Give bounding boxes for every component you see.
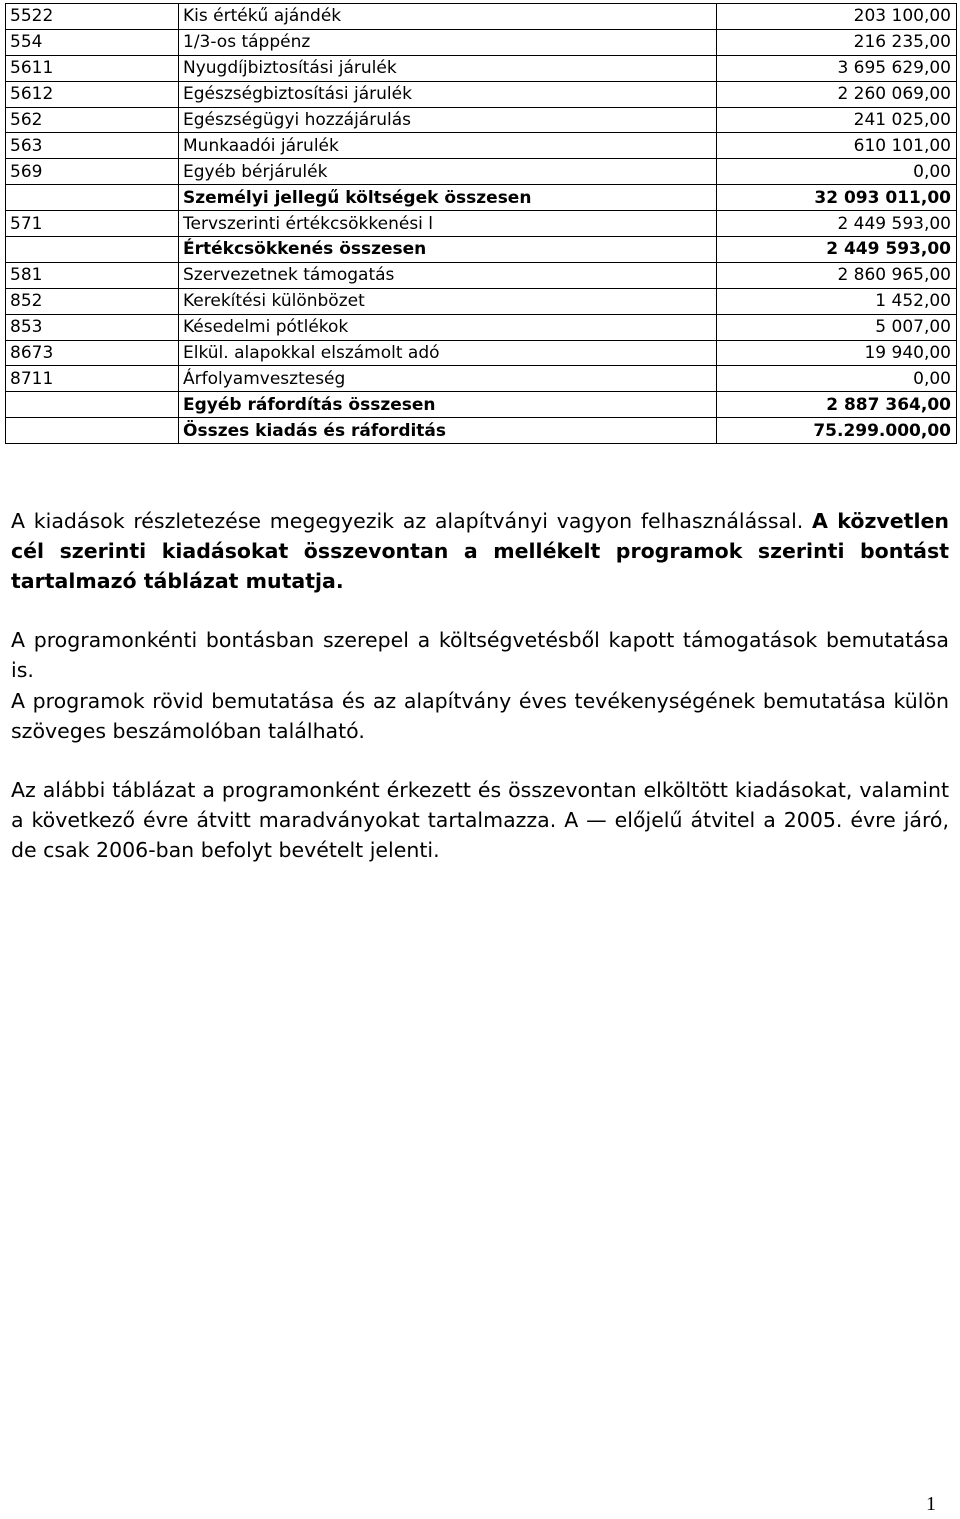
amount-cell: 2 860 965,00 — [717, 262, 957, 288]
paragraph-expense-details — [11, 506, 949, 596]
account-code-cell: 5522 — [6, 4, 179, 30]
amount-cell: 2 449 593,00 — [717, 237, 957, 263]
amount-cell: 19 940,00 — [717, 340, 957, 366]
table-row — [6, 29, 957, 55]
table-row — [6, 262, 957, 288]
table-row — [6, 340, 957, 366]
account-code-cell: 569 — [6, 159, 179, 185]
paragraph-expense-details-text: A kiadások részletezése megegyezik az alapítványi vagyon felhasználással. — [11, 509, 813, 533]
table-row — [6, 159, 957, 185]
account-code-cell: 563 — [6, 133, 179, 159]
account-name-cell: Tervszerinti értékcsökkenési l — [179, 211, 717, 237]
account-code-cell: 852 — [6, 288, 179, 314]
table-row — [6, 81, 957, 107]
amount-cell: 3 695 629,00 — [717, 55, 957, 81]
expense-table-body — [6, 4, 957, 444]
account-name-cell: Egyéb bérjárulék — [179, 159, 717, 185]
table-row — [6, 418, 957, 444]
account-code-cell: 8673 — [6, 340, 179, 366]
table-row — [6, 392, 957, 418]
amount-cell: 0,00 — [717, 159, 957, 185]
account-code-cell — [6, 392, 179, 418]
table-row — [6, 237, 957, 263]
account-name-cell: Késedelmi pótlékok — [179, 314, 717, 340]
paragraph-program-breakdown: A programonkénti bontásban szerepel a költségvetésből kapott támogatások bemutatása is. — [11, 628, 949, 682]
account-code-cell: 571 — [6, 211, 179, 237]
account-code-cell: 581 — [6, 262, 179, 288]
amount-cell: 0,00 — [717, 366, 957, 392]
table-row — [6, 288, 957, 314]
amount-cell: 203 100,00 — [717, 4, 957, 30]
account-code-cell: 853 — [6, 314, 179, 340]
account-name-cell: Személyi jellegű költségek összesen — [179, 185, 717, 211]
table-row — [6, 366, 957, 392]
amount-cell: 32 093 011,00 — [717, 185, 957, 211]
amount-cell: 75.299.000,00 — [717, 418, 957, 444]
account-name-cell: Szervezetnek támogatás — [179, 262, 717, 288]
account-code-cell — [6, 237, 179, 263]
paragraph-expense-details-bold: A közvetlen cél szerinti kiadásokat összevontan a mellékelt programok szerinti bontást tartalmazó táblázat mutatja. — [11, 509, 949, 593]
table-row — [6, 133, 957, 159]
amount-cell: 216 235,00 — [717, 29, 957, 55]
account-code-cell: 5611 — [6, 55, 179, 81]
amount-cell: 2 449 593,00 — [717, 211, 957, 237]
paragraph-table-intro: Az alábbi táblázat a programonként érkezett és összevontan elköltött kiadásokat, valamint a következő évre átvitt maradványokat tartalmazza. A — előjelű átvitel a 2005. évre járó, de csak 2006-ban befolyt bevételt jelenti. — [11, 778, 949, 862]
account-name-cell: Elkül. alapokkal elszámolt adó — [179, 340, 717, 366]
account-name-cell: Kis értékű ajándék — [179, 4, 717, 30]
amount-cell: 2 887 364,00 — [717, 392, 957, 418]
account-name-cell: 1/3-os táppénz — [179, 29, 717, 55]
table-row — [6, 107, 957, 133]
account-code-cell: 5612 — [6, 81, 179, 107]
account-code-cell — [6, 185, 179, 211]
account-name-cell: Munkaadói járulék — [179, 133, 717, 159]
account-code-cell: 554 — [6, 29, 179, 55]
account-name-cell: Nyugdíjbiztosítási járulék — [179, 55, 717, 81]
amount-cell: 1 452,00 — [717, 288, 957, 314]
amount-cell: 241 025,00 — [717, 107, 957, 133]
page-number: 1 — [926, 1493, 936, 1515]
amount-cell: 2 260 069,00 — [717, 81, 957, 107]
paragraph-program-summary: A programok rövid bemutatása és az alapítvány éves tevékenységének bemutatása külön szöveges beszámolóban található. — [11, 689, 949, 743]
account-code-cell: 562 — [6, 107, 179, 133]
account-name-cell: Összes kiadás és ráforditás — [179, 418, 717, 444]
account-name-cell: Egyéb ráfordítás összesen — [179, 392, 717, 418]
table-row — [6, 4, 957, 30]
expense-table — [5, 3, 957, 444]
table-row — [6, 211, 957, 237]
account-name-cell: Egészségbiztosítási járulék — [179, 81, 717, 107]
table-row — [6, 314, 957, 340]
account-code-cell — [6, 418, 179, 444]
table-row — [6, 55, 957, 81]
account-name-cell: Értékcsökkenés összesen — [179, 237, 717, 263]
account-name-cell: Kerekítési különbözet — [179, 288, 717, 314]
amount-cell: 5 007,00 — [717, 314, 957, 340]
amount-cell: 610 101,00 — [717, 133, 957, 159]
account-name-cell: Árfolyamveszteség — [179, 366, 717, 392]
account-code-cell: 8711 — [6, 366, 179, 392]
account-name-cell: Egészségügyi hozzájárulás — [179, 107, 717, 133]
table-row — [6, 185, 957, 211]
